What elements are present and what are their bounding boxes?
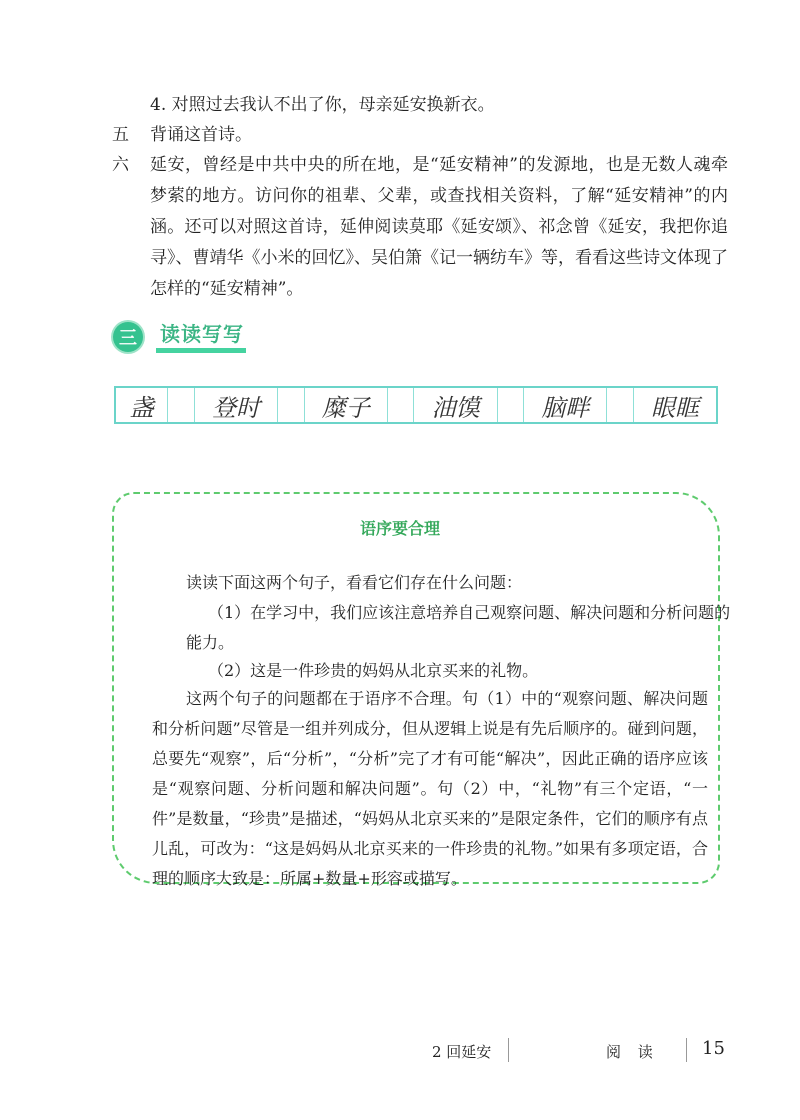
vocab-cell-empty [168, 388, 195, 422]
footer-divider [686, 1038, 687, 1062]
tip-box-title: 语序要合理 [359, 519, 440, 538]
footer-chapter: 2 回延安 [432, 1043, 492, 1061]
section-number-badge: 三 [113, 322, 143, 352]
tip-sentence-1b: 能力。 [186, 633, 235, 652]
question-6-number: 六 [112, 155, 129, 175]
tip-intro: 读读下面这两个句子，看看它们存在什么问题： [186, 573, 523, 592]
vocab-cell: 油馍 [414, 388, 497, 422]
question-6: 延安，曾经是中共中央的所在地，是“延安精神”的发源地，也是无数人魂牵梦萦的地方。访问你的祖辈、父辈，或查找相关资料，了解“延安精神”的内涵。还可以对照这首诗，延伸阅读莫耶《延安颂》、祁念曾《延安，我把你追寻》、曹靖华《小米的回忆》、吴伯箫《记一辆纺车》等，看看这些诗文体现了怎样的“延安精神”。 [150, 155, 728, 299]
vocab-cell: 脑畔 [524, 388, 607, 422]
vocab-cell-empty [607, 388, 634, 422]
vocab-cell-empty [388, 388, 415, 422]
section-title: 读读写写 [160, 322, 244, 346]
question-5-number: 五 [112, 125, 129, 145]
vocabulary-grid [114, 386, 718, 424]
footer-section: 阅 读 [606, 1043, 659, 1061]
vocab-cell-empty [498, 388, 525, 422]
vocab-cell: 登时 [195, 388, 278, 422]
section-underline [156, 348, 246, 353]
question-4: 4. 对照过去我认不出了你，母亲延安换新衣。 [150, 95, 495, 115]
footer-divider [508, 1038, 509, 1062]
page-number: 15 [702, 1038, 725, 1059]
tip-explanation: 这两个句子的问题都在于语序不合理。句（1）中的“观察问题、解决问题和分析问题”尽管是一组并列成分，但从逻辑上说是有先后顺序的。碰到问题，总要先“观察”，后“分析”，“分析”完了才有可能“解决”，因此正确的语序应该是“观察问题、分析问题和解决问题”。句（2）中，“礼物”有三个定语，“一件”是数量，“珍贵”是描述，“妈妈从北京买来的”是限定条件，它们的顺序有点儿乱，可改为：“这是妈妈从北京买来的一件珍贵的礼物。”如果有多项定语，合理的顺序大致是：所属+数量+形容或描写。 [152, 689, 708, 888]
tip-sentence-2: （2）这是一件珍贵的妈妈从北京买来的礼物。 [208, 661, 539, 680]
question-5: 背诵这首诗。 [150, 125, 252, 145]
vocab-cell: 糜子 [305, 388, 388, 422]
tip-sentence-1a: （1）在学习中，我们应该注意培养自己观察问题、解决问题和分析问题的 [208, 603, 731, 622]
vocab-cell: 盏 [116, 388, 168, 422]
vocab-cell: 眼眶 [651, 393, 699, 422]
vocab-cell-empty [278, 388, 305, 422]
